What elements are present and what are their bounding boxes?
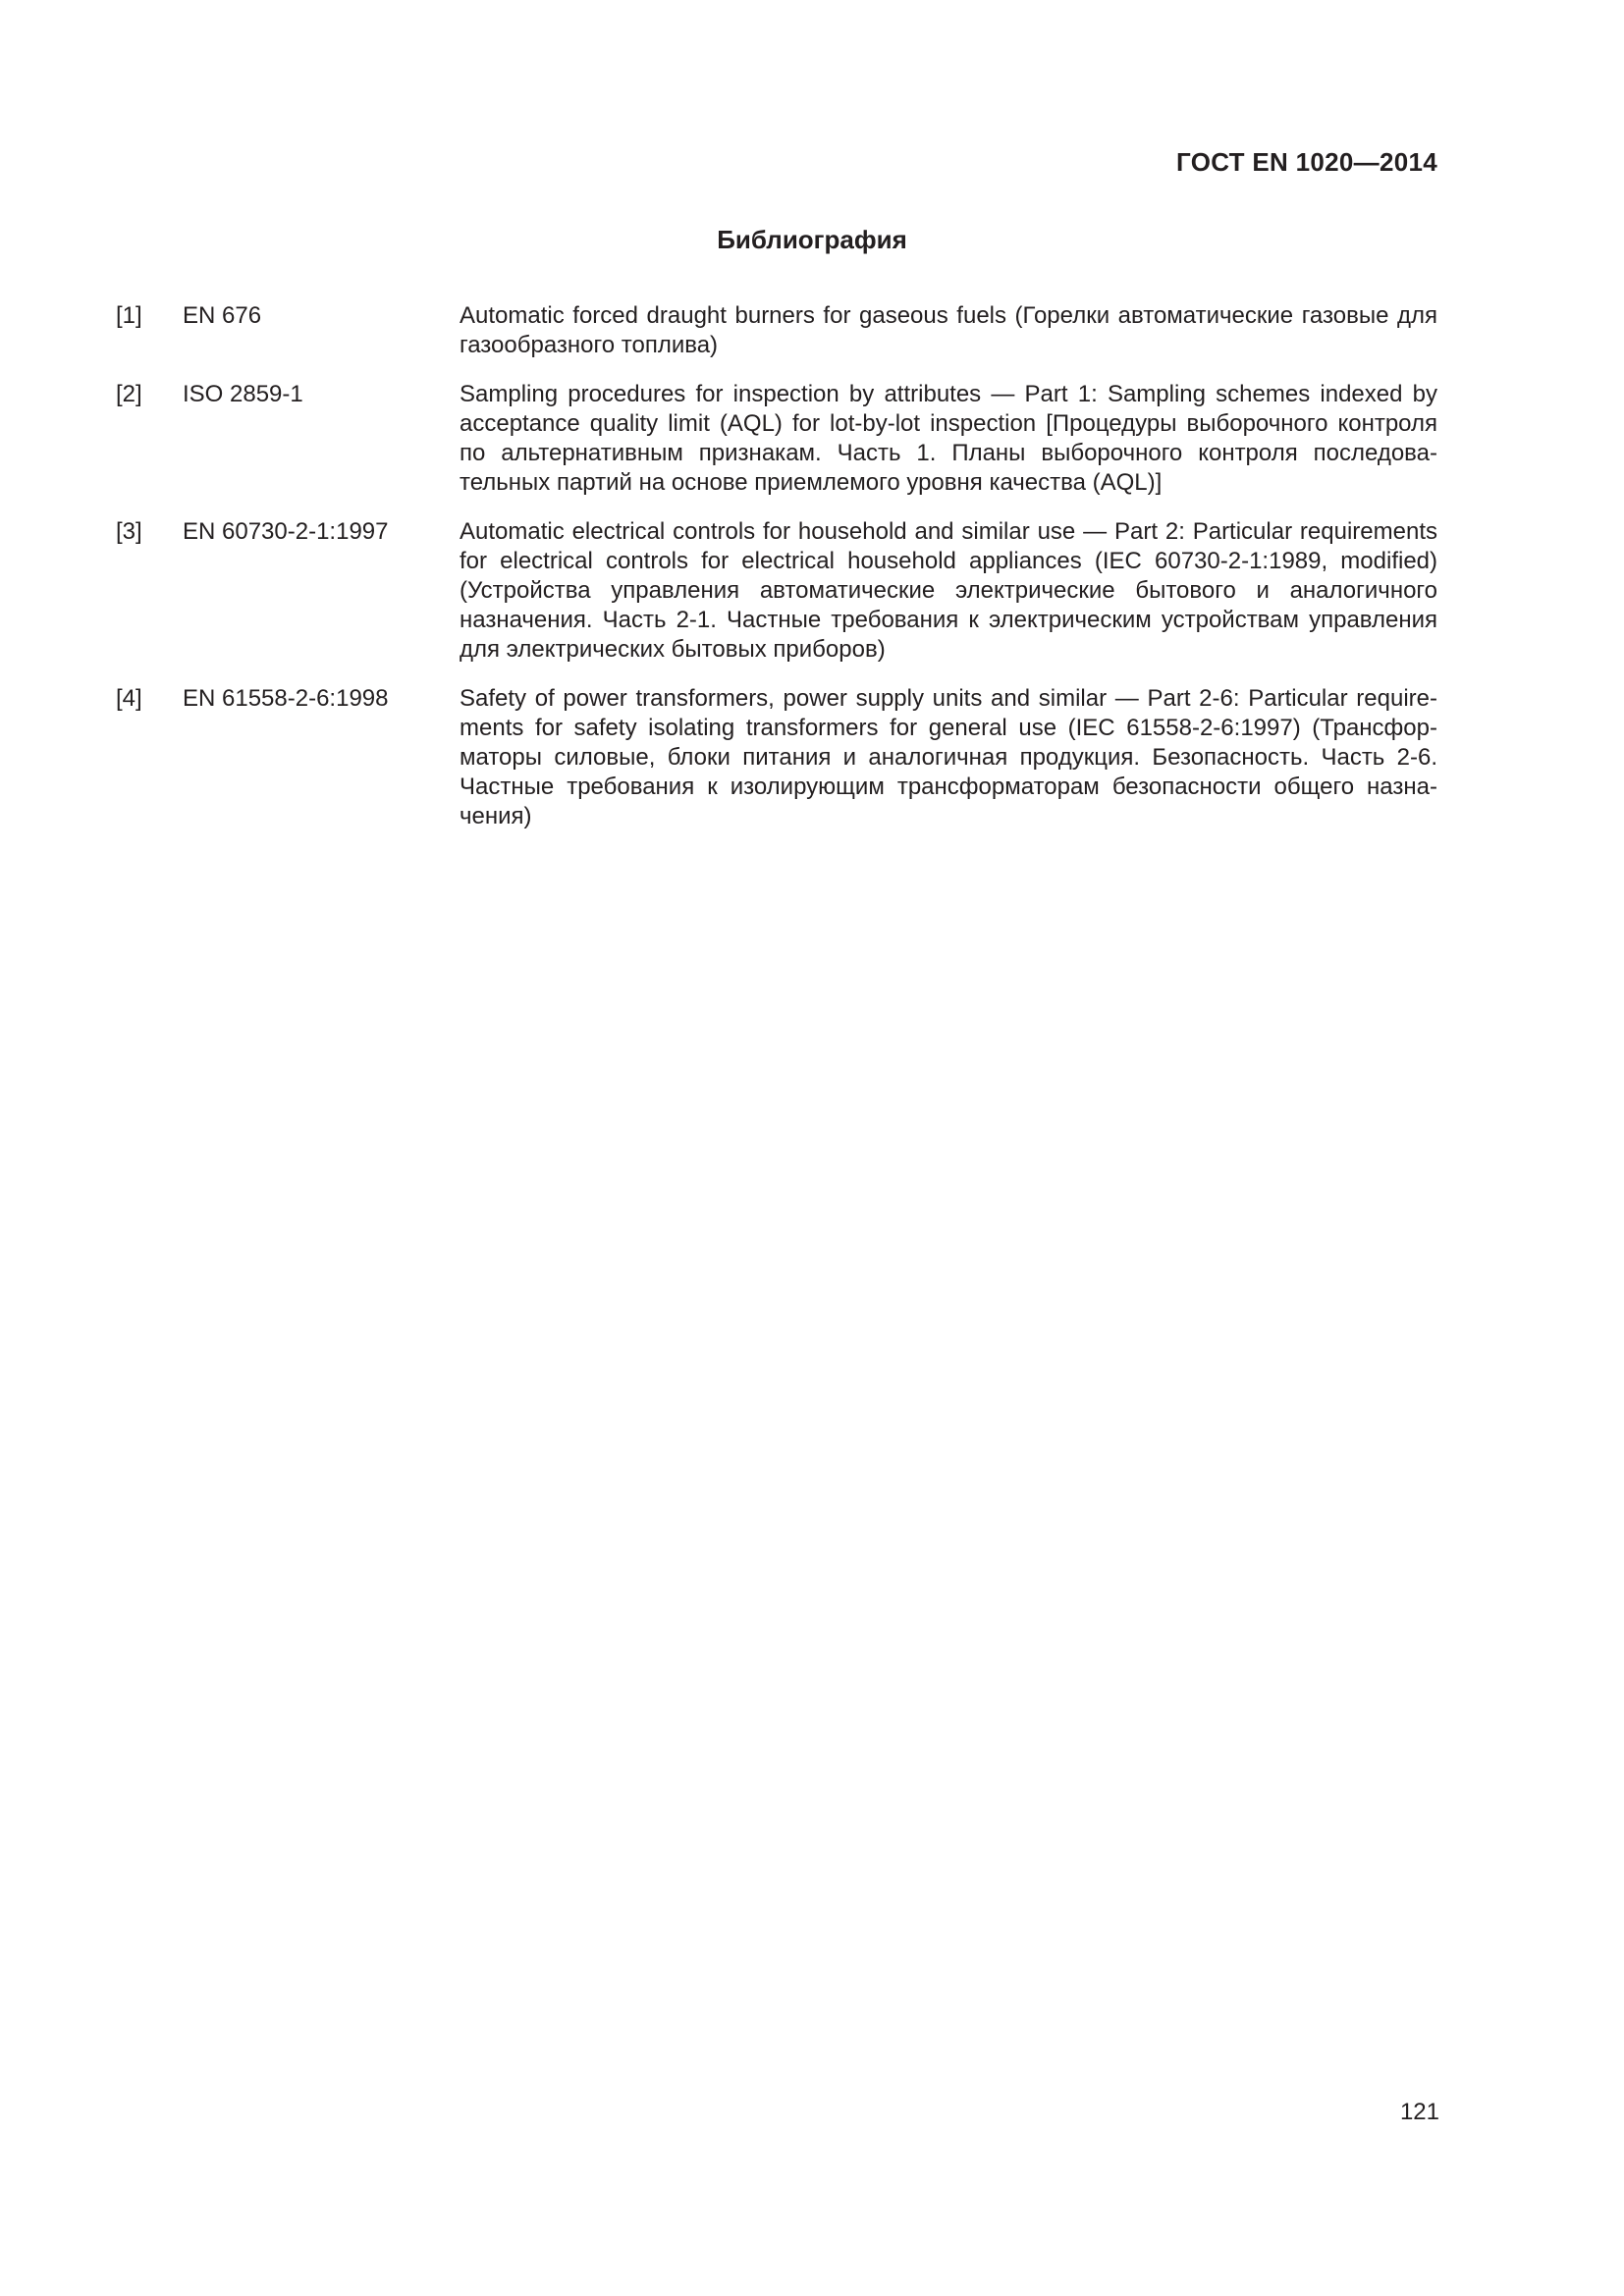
bibliography-entry (116, 301, 1437, 360)
bibliography-entry (116, 380, 1437, 498)
entry-standard-code: EN 61558-2-6:1998 (183, 685, 389, 712)
section-title: Библиография (717, 225, 907, 254)
entry-number: [1] (116, 302, 142, 329)
page-number: 121 (1399, 2099, 1439, 2125)
entry-description: Sampling procedures for inspection by attributes — Part 1: Sampling schemes indexed by acceptance quality limit (AQL) for lot-by-lot inspection [Процедуры выборочного контроля по альтернативным признакам. Часть 1. Планы выборочного контроля последовательных партий на основе приемлемого уровня качества (AQL)] (460, 381, 1437, 496)
document-standard-header: ГОСТ EN 1020—2014 (1176, 147, 1437, 177)
entry-standard-code: EN 60730-2-1:1997 (183, 518, 389, 545)
entry-number: [3] (116, 518, 142, 545)
bibliography-entry (116, 684, 1437, 831)
entry-standard-code: ISO 2859-1 (183, 381, 303, 407)
bibliography-list (116, 301, 1437, 851)
entry-number: [2] (116, 381, 142, 407)
entry-description: Automatic electrical controls for household and similar use — Part 2: Particular requirements for electrical controls for electrical household appliances (IEC 60730-2-1:1989, modified) (Устройства управления автоматические электрические бытового и аналогичного назначения. Часть 2-1. Частные требования к электрическим устройствам управления для электрических бытовых приборов) (460, 518, 1437, 663)
entry-standard-code: EN 676 (183, 302, 262, 329)
entry-description: Safety of power transformers, power supply units and similar — Part 2-6: Particular requirements for safety isolating transformers for general use (IEC 61558-2-6:1997) (Трансформаторы силовые, блоки питания и аналогичная продукция. Безопасность. Часть 2-6. Частные требования к изолирующим трансформаторам безопасности общего назначения) (460, 685, 1437, 829)
entry-number: [4] (116, 685, 142, 712)
entry-description: Automatic forced draught burners for gaseous fuels (Горелки автоматические газовые для газообразного топлива) (460, 302, 1437, 358)
bibliography-entry (116, 517, 1437, 665)
